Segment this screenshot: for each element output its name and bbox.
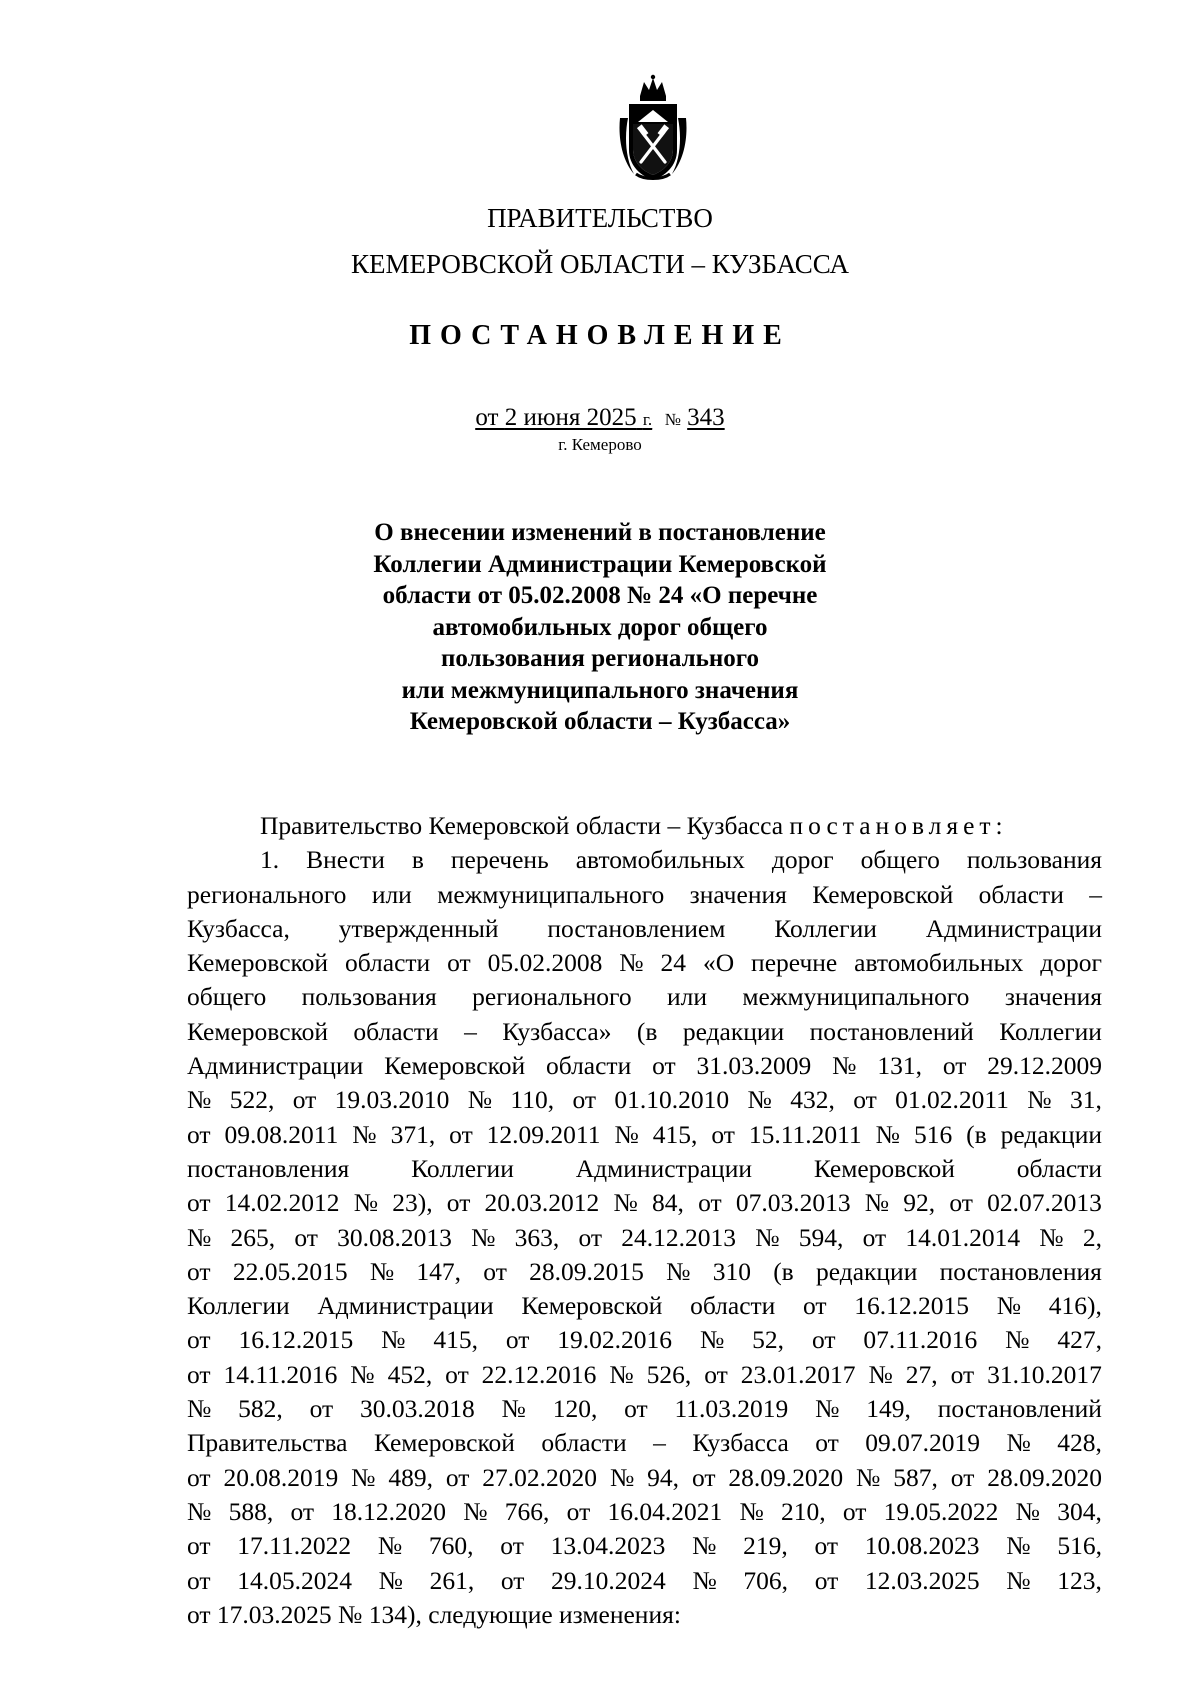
- body-line: [187, 980, 1102, 1014]
- body-word: от: [862, 1222, 887, 1252]
- body-word: дорог: [1040, 948, 1102, 978]
- body-word: области: [545, 1051, 632, 1081]
- body-word: перечень: [450, 845, 549, 875]
- body-word: 15.11.2011: [748, 1119, 862, 1149]
- body-word: 28.09.2015: [529, 1256, 644, 1286]
- body-word: от: [294, 1222, 318, 1252]
- body-word: от: [187, 1119, 211, 1149]
- body-word: №: [353, 1188, 379, 1218]
- body-word: 13.04.2023: [550, 1531, 666, 1561]
- title-line: Коллегии Администрации Кемеровской: [373, 550, 827, 578]
- body-word: области: [690, 1291, 776, 1321]
- body-line: [187, 1083, 1102, 1117]
- body-word: области: [353, 1016, 439, 1046]
- body-word: 415,: [433, 1325, 478, 1355]
- body-word: (в: [966, 1119, 987, 1149]
- body-word: от: [578, 1222, 603, 1252]
- body-word: 24.12.2013: [621, 1222, 736, 1252]
- body-word: от: [691, 1462, 716, 1492]
- body-word: №: [501, 1394, 526, 1424]
- body-word: 11.03.2019: [674, 1394, 789, 1424]
- body-word: №: [609, 1359, 634, 1389]
- body-word: 16.04.2021: [607, 1496, 723, 1526]
- body-word: №: [187, 1496, 212, 1526]
- body-word: или: [371, 879, 412, 909]
- body-word: 261,: [429, 1565, 475, 1595]
- body-word: Администрации: [925, 913, 1102, 943]
- body-word: от: [500, 1565, 525, 1595]
- body-word: №: [613, 1188, 638, 1218]
- body-word: №: [832, 1051, 857, 1081]
- body-word: 17.11.2022: [237, 1531, 352, 1561]
- body-word: от: [445, 1359, 469, 1389]
- body-word: №: [666, 1256, 691, 1286]
- body-word: от: [290, 1496, 314, 1526]
- body-word: Кузбасса»: [502, 1016, 612, 1046]
- body-word: 489,: [388, 1462, 433, 1492]
- body-word: редакции: [815, 1256, 918, 1286]
- body-word: от: [309, 1394, 334, 1424]
- body-word: №: [471, 1222, 496, 1252]
- body-word: 1.: [260, 845, 280, 875]
- body-word: 07.11.2016: [863, 1325, 978, 1355]
- body-word: 23),: [392, 1188, 433, 1218]
- body-word: от: [811, 1325, 836, 1355]
- body-word: Кемеровской: [187, 1016, 329, 1046]
- body-word: №: [614, 1119, 639, 1149]
- body-word: №: [378, 1565, 403, 1595]
- body-word: 14.05.2024: [237, 1565, 352, 1595]
- body-word: 52,: [752, 1325, 785, 1355]
- body-word: 09.07.2019: [865, 1428, 981, 1458]
- body-word: области: [344, 948, 431, 978]
- body-word: 16.12.2015: [854, 1291, 970, 1321]
- body-word: от: [187, 1359, 211, 1389]
- body-word: №: [864, 1188, 890, 1218]
- body-word: №: [1039, 1222, 1064, 1252]
- body-word: Правительства: [187, 1428, 348, 1458]
- body-word: от: [187, 1188, 211, 1218]
- body-line: [187, 1186, 1102, 1220]
- body-word: или: [666, 982, 707, 1012]
- body-word: 23.01.2017: [740, 1359, 856, 1389]
- body-word: от: [949, 1188, 973, 1218]
- body-word: 29.12.2009: [987, 1051, 1102, 1081]
- body-word: Администрации: [187, 1051, 364, 1081]
- body-word: 516,: [1057, 1531, 1102, 1561]
- body-word: от: [698, 1188, 722, 1218]
- body-word: 14.01.2014: [905, 1222, 1021, 1252]
- body-word: Коллегии: [411, 1153, 514, 1183]
- date-value: 2 июня 2025: [504, 404, 637, 431]
- body-word: от: [445, 1462, 470, 1492]
- body-word: –: [653, 1428, 666, 1458]
- body-word: 219,: [743, 1531, 788, 1561]
- body-word: Кемеровской: [373, 1428, 515, 1458]
- body-word: 588,: [228, 1496, 274, 1526]
- body-word: 452,: [387, 1359, 433, 1389]
- body-word: 582,: [238, 1394, 283, 1424]
- body-word: 131,: [877, 1051, 922, 1081]
- body-word: от: [505, 1325, 530, 1355]
- body-word: автомобильных: [575, 845, 745, 875]
- body-word: 760,: [428, 1531, 474, 1561]
- city-name: г. Кемерово: [558, 435, 642, 454]
- body-word: 29.10.2024: [551, 1565, 666, 1595]
- body-word: утвержденный: [338, 913, 499, 943]
- body-word: 24: [660, 948, 687, 978]
- number-prefix: №: [664, 410, 681, 429]
- body-word: от: [500, 1531, 524, 1561]
- body-line: [187, 1152, 1102, 1186]
- body-word: 147,: [416, 1256, 462, 1286]
- title-line: или межмуниципального значения: [401, 676, 799, 704]
- body-word: 123,: [1057, 1565, 1102, 1595]
- preamble-text: Правительство Кемеровской области – Кузбасса: [260, 811, 790, 840]
- body-word: 149,: [866, 1394, 911, 1424]
- body-word: дорог: [771, 845, 834, 875]
- body-word: от: [187, 1531, 211, 1561]
- body-word: –: [464, 1016, 477, 1046]
- body-word: 94,: [647, 1462, 680, 1492]
- body-line: [187, 1495, 1102, 1529]
- body-word: Кузбасса,: [187, 913, 290, 943]
- body-word: общего: [860, 845, 940, 875]
- body-line: [187, 946, 1102, 980]
- body-word: №: [187, 1394, 212, 1424]
- body-word: №: [369, 1256, 395, 1286]
- body-line: [187, 1118, 1102, 1152]
- body-word: Кемеровской: [521, 1291, 663, 1321]
- body-word: –: [1089, 879, 1102, 909]
- body-word: №: [1015, 1496, 1040, 1526]
- body-word: от: [814, 1565, 839, 1595]
- body-word: от: [814, 1531, 839, 1561]
- body-word: автомобильных: [854, 948, 1024, 978]
- body-word: Администрации: [317, 1291, 494, 1321]
- body-word: 01.02.2011: [895, 1085, 1009, 1115]
- body-word: перечне: [751, 948, 838, 978]
- body-word: №: [187, 1222, 212, 1252]
- body-word: 16.12.2015: [238, 1325, 354, 1355]
- body-word: №: [619, 948, 644, 978]
- body-line: [187, 1461, 1102, 1495]
- body-word: 10.08.2023: [864, 1531, 980, 1561]
- body-word: 22.12.2016: [481, 1359, 597, 1389]
- body-word: от: [815, 1428, 839, 1458]
- body-word: постановления: [939, 1256, 1102, 1286]
- body-word: №: [856, 1462, 881, 1492]
- body-word: 01.10.2010: [614, 1085, 730, 1115]
- body-word: №: [351, 1462, 376, 1492]
- document-type-heading: ПОСТАНОВЛЕНИЕ: [409, 320, 791, 351]
- body-word: Коллегии: [187, 1291, 290, 1321]
- body-word: 587,: [893, 1462, 938, 1492]
- body-word: 594,: [798, 1222, 844, 1252]
- body-word: №: [609, 1462, 635, 1492]
- body-line: [187, 1221, 1102, 1255]
- body-word: №: [996, 1291, 1022, 1321]
- decree-word: постановляет:: [789, 811, 1008, 840]
- body-word: от: [446, 1188, 471, 1218]
- body-word: 19.05.2022: [883, 1496, 999, 1526]
- title-line: пользования регионального: [441, 645, 759, 672]
- body-word: 30.08.2013: [337, 1222, 452, 1252]
- body-line: [187, 1426, 1102, 1460]
- body-word: пользования: [301, 982, 437, 1012]
- body-word: 28.09.2020: [728, 1462, 844, 1492]
- body-word: №: [350, 1359, 375, 1389]
- body-line: [187, 1289, 1102, 1323]
- body-word: №: [747, 1085, 772, 1115]
- body-word: от: [483, 1256, 507, 1286]
- body-word: №: [739, 1496, 764, 1526]
- document-title: [300, 517, 900, 738]
- body-word: 31.03.2009: [696, 1051, 812, 1081]
- body-word: 415,: [652, 1119, 698, 1149]
- body-word: 210,: [781, 1496, 826, 1526]
- body-line: [187, 1255, 1102, 1289]
- body-word: от: [449, 1119, 473, 1149]
- body-word: редакции: [1000, 1119, 1102, 1149]
- date-number-line: [0, 405, 1200, 430]
- body-word: №: [1005, 1325, 1030, 1355]
- organization-name-line-1: ПРАВИТЕЛЬСТВО: [487, 203, 713, 233]
- body-word: от: [447, 948, 471, 978]
- organization-name-line-2: КЕМЕРОВСКОЙ ОБЛАСТИ – КУЗБАССА: [351, 249, 849, 279]
- body-line: [187, 1564, 1102, 1598]
- body-line: [187, 1015, 1102, 1049]
- body-line: [187, 878, 1102, 912]
- body-word: в: [411, 845, 424, 875]
- body-word: №: [463, 1496, 488, 1526]
- body-word: №: [1006, 1428, 1031, 1458]
- preamble-paragraph: [187, 809, 1102, 843]
- body-word: (в: [773, 1256, 794, 1286]
- body-word: 02.07.2013: [987, 1188, 1102, 1218]
- body-word: №: [1006, 1565, 1031, 1595]
- body-word: 28.09.2020: [987, 1462, 1102, 1492]
- body-word: 120,: [552, 1394, 598, 1424]
- body-word: Кузбасса: [692, 1428, 789, 1458]
- year-suffix: г.: [642, 410, 653, 429]
- body-word: 20.03.2012: [484, 1188, 600, 1218]
- body-word: «О: [702, 948, 735, 978]
- body-word: от: [842, 1496, 867, 1526]
- body-word: 371,: [390, 1119, 436, 1149]
- document-body: [187, 809, 1102, 1632]
- body-word: 27,: [905, 1359, 938, 1389]
- body-word: 2,: [1082, 1222, 1102, 1252]
- body-line: [187, 1358, 1102, 1392]
- coat-of-arms-emblem: [616, 74, 690, 182]
- body-word: межмуниципального: [742, 982, 970, 1012]
- body-word: 18.12.2020: [331, 1496, 446, 1526]
- body-line: [187, 1323, 1102, 1357]
- body-word: постановлением: [547, 913, 726, 943]
- title-line: автомобильных дорог общего: [432, 613, 768, 641]
- body-word: пользования: [966, 845, 1102, 875]
- body-word: области: [1016, 1153, 1102, 1183]
- body-word: 110,: [510, 1085, 555, 1115]
- body-word: регионального: [472, 982, 632, 1012]
- date-prefix: от: [475, 404, 499, 431]
- body-word: 84,: [652, 1188, 684, 1218]
- body-word: от: [187, 1565, 211, 1595]
- title-line: О внесении изменений в постановление: [374, 519, 826, 546]
- body-word: постановлений: [937, 1394, 1102, 1424]
- body-word: постановлений: [809, 1016, 974, 1046]
- body-word: Кемеровской: [187, 948, 329, 978]
- body-word: 19.03.2010: [334, 1085, 450, 1115]
- body-word: 416),: [1048, 1291, 1102, 1321]
- body-word: 20.08.2019: [223, 1462, 339, 1492]
- body-word: 19.02.2016: [557, 1325, 673, 1355]
- body-word: №: [377, 1531, 403, 1561]
- body-word: 427,: [1057, 1325, 1102, 1355]
- body-word: от: [950, 1359, 975, 1389]
- body-word: области: [978, 879, 1064, 909]
- body-word: от: [187, 1325, 211, 1355]
- body-word: Коллегии: [774, 913, 877, 943]
- body-word: Коллегии: [999, 1016, 1102, 1046]
- body-line: [187, 1392, 1102, 1426]
- body-word: №: [868, 1359, 893, 1389]
- body-word: Кемеровской: [813, 1153, 955, 1183]
- body-word: Администрации: [575, 1153, 752, 1183]
- body-word: Кемеровской: [384, 1051, 526, 1081]
- body-word: №: [692, 1565, 717, 1595]
- body-word: 432,: [790, 1085, 835, 1115]
- body-word: №: [467, 1085, 493, 1115]
- body-word: №: [815, 1394, 840, 1424]
- body-word: 522,: [229, 1085, 275, 1115]
- body-last-line: от 17.03.2025 № 134), следующие изменения:: [187, 1599, 681, 1629]
- body-word: 304,: [1057, 1496, 1102, 1526]
- body-word: 30.03.2018: [359, 1394, 475, 1424]
- body-word: редакции: [682, 1016, 785, 1046]
- body-word: 706,: [743, 1565, 789, 1595]
- body-word: 14.11.2016: [223, 1359, 338, 1389]
- body-paragraph: [187, 843, 1102, 1598]
- body-word: 31.10.2017: [987, 1359, 1102, 1389]
- body-word: (в: [636, 1016, 658, 1046]
- body-word: от: [853, 1085, 877, 1115]
- body-word: Кемеровской: [812, 879, 954, 909]
- body-word: 265,: [230, 1222, 276, 1252]
- body-word: №: [875, 1119, 900, 1149]
- body-word: 428,: [1057, 1428, 1102, 1458]
- body-word: №: [381, 1325, 406, 1355]
- body-word: 92,: [903, 1188, 936, 1218]
- body-word: от: [292, 1085, 317, 1115]
- date-field: [475, 404, 652, 431]
- body-word: от: [566, 1496, 591, 1526]
- body-word: №: [1027, 1085, 1052, 1115]
- body-word: от: [624, 1394, 648, 1424]
- body-word: от: [950, 1462, 975, 1492]
- document-number: 343: [687, 404, 725, 431]
- body-word: значения: [689, 879, 787, 909]
- title-line: Кемеровской области – Кузбасса»: [409, 708, 791, 735]
- body-line: [187, 1049, 1102, 1083]
- body-word: 526,: [646, 1359, 692, 1389]
- body-word: межмуниципального: [437, 879, 665, 909]
- body-word: 12.03.2025: [864, 1565, 980, 1595]
- body-word: №: [692, 1531, 717, 1561]
- body-word: 310: [712, 1256, 751, 1286]
- body-word: от: [711, 1119, 735, 1149]
- body-word: №: [352, 1119, 377, 1149]
- body-word: 27.02.2020: [482, 1462, 598, 1492]
- body-line: [187, 912, 1102, 946]
- body-word: от: [652, 1051, 676, 1081]
- body-word: 12.09.2011: [486, 1119, 601, 1149]
- body-word: 363,: [514, 1222, 560, 1252]
- body-word: №: [699, 1325, 725, 1355]
- body-word: 766,: [504, 1496, 550, 1526]
- body-word: регионального: [187, 879, 347, 909]
- body-word: 09.08.2011: [224, 1119, 339, 1149]
- body-word: от: [572, 1085, 597, 1115]
- body-word: 05.02.2008: [487, 948, 603, 978]
- body-word: от: [187, 1462, 211, 1492]
- body-word: значения: [1004, 982, 1102, 1012]
- body-word: от: [942, 1051, 967, 1081]
- body-word: от: [704, 1359, 728, 1389]
- body-word: от: [187, 1256, 211, 1286]
- title-line: области от 05.02.2008 № 24 «О перечне: [382, 582, 818, 609]
- body-word: общего: [187, 982, 267, 1012]
- body-line: [187, 1529, 1102, 1563]
- body-word: Внести: [306, 845, 385, 875]
- body-word: №: [755, 1222, 780, 1252]
- body-word: №: [1006, 1531, 1031, 1561]
- body-line: [187, 843, 1102, 877]
- body-word: 22.05.2015: [232, 1256, 348, 1286]
- body-word: 31,: [1069, 1085, 1102, 1115]
- body-word: постановления: [187, 1153, 350, 1183]
- body-word: №: [187, 1085, 212, 1115]
- body-word: от: [803, 1291, 827, 1321]
- body-word: области: [541, 1428, 627, 1458]
- body-word: 14.02.2012: [224, 1188, 340, 1218]
- body-word: 516: [913, 1119, 953, 1149]
- body-word: 07.03.2013: [735, 1188, 851, 1218]
